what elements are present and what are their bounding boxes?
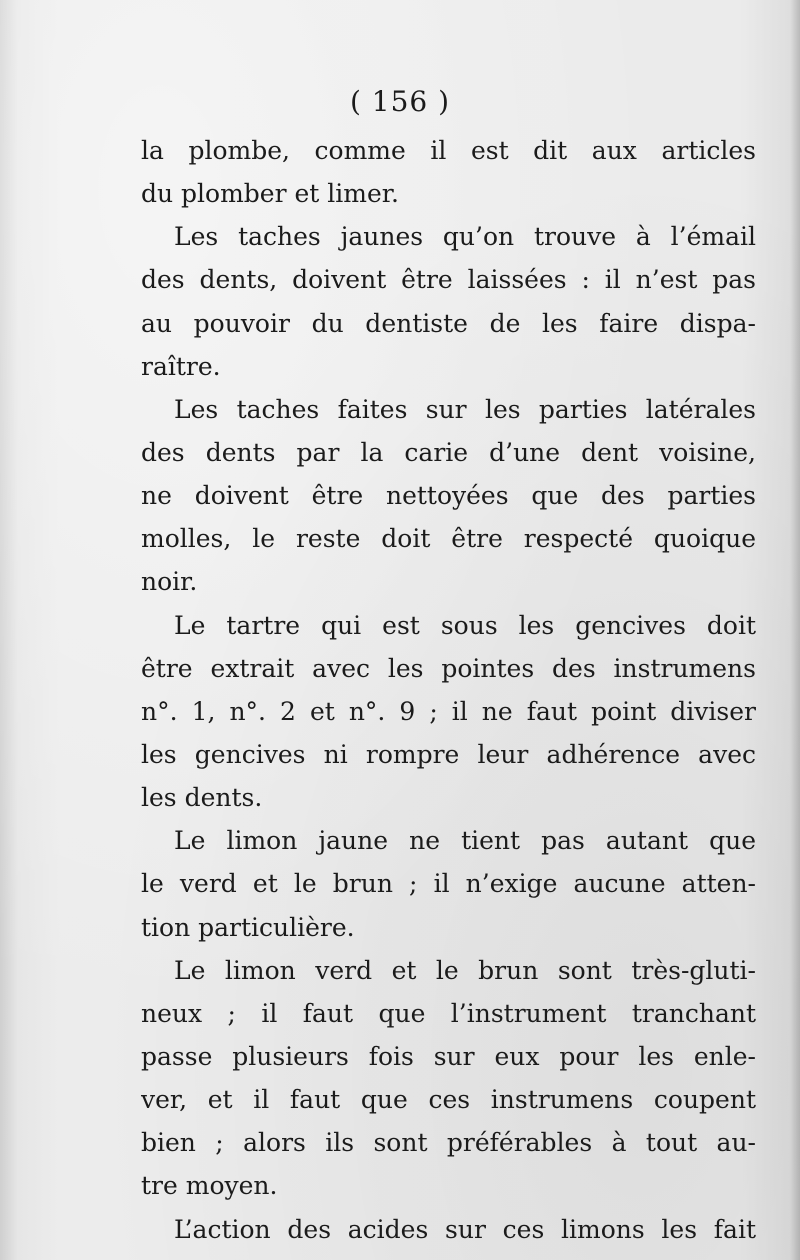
text-line: Les taches jaunes qu’on trouve à l’émail (174, 222, 756, 252)
text-line: raître. (141, 351, 221, 381)
text-line: les gencives ni rompre leur adhérence avec (141, 739, 756, 769)
text-line: passe plusieurs fois sur eux pour les enle- (141, 1041, 756, 1071)
text-line: au pouvoir du dentiste de les faire dispa- (141, 308, 756, 338)
text-line: Le limon verd et le brun sont très-gluti- (174, 955, 756, 985)
text-line: bien ; alors ils sont préférables à tout au- (141, 1128, 756, 1158)
text-line: le verd et le brun ; il n’exige aucune atten- (141, 869, 756, 899)
text-line: n°. 1, n°. 2 et n°. 9 ; il ne faut point diviser (141, 696, 756, 726)
text-line: ver, et il faut que ces instrumens coupent (141, 1085, 756, 1115)
text-line: Le limon jaune ne tient pas autant que (174, 826, 756, 856)
text-line: Les taches faites sur les parties latérales (174, 394, 756, 424)
page-edge-shadow (790, 0, 800, 1260)
text-line: ne doivent être nettoyées que des parties (141, 481, 756, 511)
text-line: Le tartre qui est sous les gencives doit (174, 610, 756, 640)
text-line: la plombe, comme il est dit aux articles (141, 136, 756, 165)
text-line: tre moyen. (141, 1171, 278, 1201)
text-line: des dents, doivent être laissées : il n’est pas (141, 265, 756, 295)
text-line: être extrait avec les pointes des instrumens (141, 653, 756, 683)
text-line: du plomber et limer. (141, 179, 399, 209)
text-line: noir. (141, 567, 198, 597)
page-number: ( 156 ) (349, 85, 451, 118)
text-line: tion particulière. (141, 912, 355, 942)
text-line: neux ; il faut que l’instrument tranchant (141, 998, 756, 1028)
text-line: L’action des acides sur ces limons les fait (174, 1214, 756, 1244)
text-line: les dents. (141, 783, 263, 813)
body-text (141, 129, 756, 1251)
text-line: molles, le reste doit être respecté quoique (141, 524, 756, 554)
text-line: des dents par la carie d’une dent voisine, (141, 437, 756, 467)
